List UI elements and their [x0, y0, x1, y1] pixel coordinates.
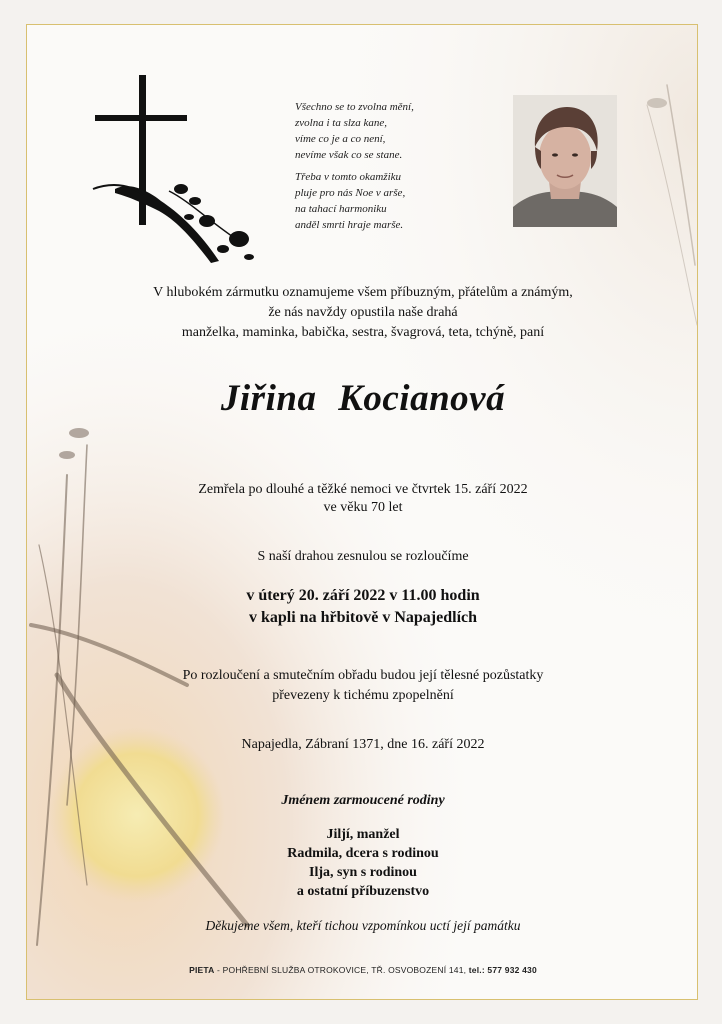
- death-notice-line: ve věku 70 let: [323, 500, 403, 515]
- cremation-note: [27, 666, 698, 706]
- cross-with-roses-icon: [89, 71, 259, 271]
- footer-tel-label: tel.:: [468, 965, 485, 975]
- deceased-name: Jiřina Kocianová: [220, 378, 506, 419]
- poem-line: víme co je a co není,: [295, 133, 386, 145]
- place-and-date: Napajedla, Zábraní 1371, dne 16. září 2022: [241, 737, 485, 752]
- footer-address: - POHŘEBNÍ SLUŽBA OTROKOVICE, TŘ. OSVOBOZENÍ 141,: [214, 965, 469, 975]
- ceremony-line: v úterý 20. září 2022 v 11.00 hodin: [246, 587, 480, 604]
- thanks-text: Děkujeme všem, kteří tichou vzpomínkou uctí její památku: [205, 918, 521, 933]
- footer-brand: PIETA: [189, 965, 215, 975]
- poem: [295, 99, 495, 239]
- farewell-text: S naší drahou zesnulou se rozloučíme: [257, 549, 469, 564]
- funeral-service-footer: [27, 965, 698, 975]
- poem-stanza-2: [295, 169, 495, 233]
- cremation-line: převezeny k tichému zpopelnění: [272, 688, 454, 703]
- poem-line: Třeba v tomto okamžiku: [295, 171, 402, 183]
- poem-line: nevíme však co se stane.: [295, 149, 403, 161]
- poem-stanza-1: [295, 99, 495, 163]
- portrait-photo: [513, 95, 617, 227]
- intro-line: že nás navždy opustila naše drahá: [268, 305, 458, 320]
- cremation-line: Po rozloučení a smutečním obřadu budou její tělesné pozůstatky: [182, 668, 544, 683]
- announcement-intro: [27, 283, 698, 343]
- ceremony-details: [27, 585, 698, 629]
- family-member: a ostatní příbuzenstvo: [296, 884, 430, 899]
- family-member: Radmila, dcera s rodinou: [287, 846, 439, 861]
- footer-phone: 577 932 430: [484, 965, 537, 975]
- death-notice: [27, 481, 698, 517]
- poem-line: zvolna i ta slza kane,: [295, 117, 387, 129]
- on-behalf-heading: Jménem zarmoucené rodiny: [281, 793, 445, 808]
- ceremony-line: v kapli na hřbitově v Napajedlích: [248, 609, 478, 626]
- family-member: Jiljí, manžel: [326, 827, 400, 842]
- family-list: [27, 825, 698, 901]
- intro-line: V hlubokém zármutku oznamujeme všem příbuzným, přátelům a známým,: [153, 285, 573, 300]
- family-member: Ilja, syn s rodinou: [309, 865, 417, 880]
- poem-line: anděl smrti hraje marše.: [295, 219, 404, 231]
- intro-line: manželka, maminka, babička, sestra, švagrová, teta, tchýně, paní: [181, 325, 545, 340]
- poem-line: Všechno se to zvolna mění,: [295, 101, 414, 113]
- poem-line: na tahací harmoniku: [295, 203, 387, 215]
- poem-line: pluje pro nás Noe v arše,: [295, 187, 406, 199]
- obituary-page: [26, 24, 698, 1000]
- death-notice-line: Zemřela po dlouhé a těžké nemoci ve čtvrtek 15. září 2022: [198, 482, 528, 497]
